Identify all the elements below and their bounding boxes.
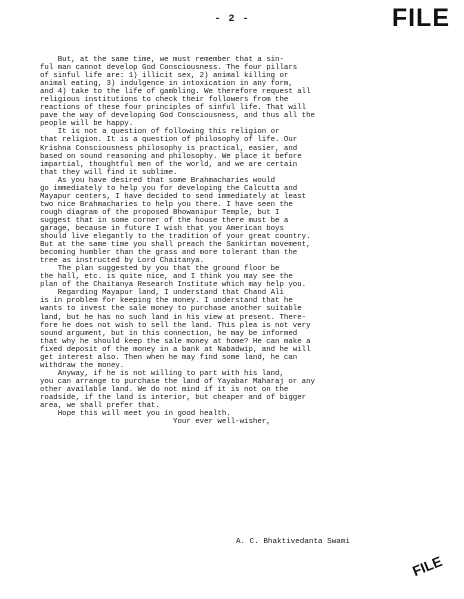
letter-line: wants to invest the sale money to purchase another suitable	[40, 305, 302, 314]
letter-line: of sinful life are: 1) illicit sex, 2) animal killing or	[40, 72, 289, 81]
letter-line: Hope this will meet you in good health.	[40, 410, 231, 419]
letter-line: Krishna Consciousness philosophy is practical, easier, and	[40, 144, 298, 153]
letter-line: animal eating, 3) indulgence in intoxication in any form,	[40, 80, 293, 89]
letter-line: people will be happy.	[40, 120, 134, 129]
letter-line: fore he does not wish to sell the land. This plea is not very	[40, 321, 311, 330]
letter-line: becoming humbler than the grass and more tolerant than the	[40, 249, 298, 258]
letter-line: pave the way of developing God Consciousness, and thus all the	[40, 112, 315, 121]
page-number: - 2 -	[214, 14, 250, 25]
letter-body	[40, 56, 460, 426]
letter-line: withdraw the money.	[40, 361, 125, 370]
letter-line: Mayapur centers, I have decided to send immediately at least	[40, 192, 307, 201]
letter-line: based on sound reasoning and philosophy. We place it before	[40, 152, 302, 161]
letter-line: fixed deposit of the money in a bank at Nabadwip, and he will	[40, 345, 311, 354]
letter-line: The plan suggested by you that the ground floor be	[40, 265, 280, 274]
letter-line: As you have desired that some Brahmacharies would	[40, 176, 276, 185]
letter-line: you can arrange to purchase the land of Yayabar Maharaj or any	[40, 377, 315, 386]
letter-line: and 4) take to the life of gambling. We therefore request all	[40, 88, 311, 97]
letter-line: area, we shall prefer that.	[40, 402, 160, 411]
letter-line: Your ever well-wisher,	[40, 418, 271, 427]
letter-line: roadside, if the land is interior, but cheaper and of bigger	[40, 393, 307, 402]
letter-line: reactions of these four principles of sinful life. That will	[40, 104, 307, 113]
letter-line: Regarding Mayapur land, I understand that Chand Ali	[40, 289, 284, 298]
file-stamp-top: FILE	[391, 4, 450, 32]
letter-line: that religion. It is a question of philosophy of life. Our	[40, 136, 298, 145]
letter-line: the hall, etc. is quite nice, and I think you may see the	[40, 273, 293, 282]
letter-line: rough diagram of the proposed Bhowanipur Temple, but I	[40, 208, 280, 217]
letter-line: religious institutions to check their followers from the	[40, 96, 289, 105]
letter-line: other available land. We do not mind if it is not on the	[40, 385, 289, 394]
letter-line: get interest also. Then when he may find some land, he can	[40, 353, 298, 362]
letter-line: garage, because in future I wish that you American boys	[40, 224, 284, 233]
letter-line: It is not a question of following this religion or	[40, 128, 280, 137]
letter-line: impartial, thoughtful men of the world, and we are certain	[40, 160, 298, 169]
letter-line: But, at the same time, we must remember that a sin-	[40, 56, 284, 64]
letter-line: is in problem for keeping the money. I understand that he	[40, 297, 293, 306]
file-stamp-bottom: FILE	[409, 552, 444, 580]
letter-line: go immediately to help you for developing the Calcutta and	[40, 184, 298, 193]
letter-line: suggest that in some corner of the house there must be a	[40, 216, 289, 225]
letter-line: ful man cannot develop God Consciousness. The four pillars	[40, 64, 298, 73]
letter-line: that they will find it sublime.	[40, 168, 178, 177]
letter-line: two nice Brahmacharies to help you there. I have seen the	[40, 200, 293, 209]
letter-line: that why he should keep the sale money at home? He can make a	[40, 337, 311, 346]
letter-line: land, but he has no such land in his view at present. There-	[40, 313, 307, 322]
letter-line: sound argument, but in this connection, he may be informed	[40, 329, 298, 338]
letter-line: But at the same time you shall preach the Sankirtan movement,	[40, 241, 311, 250]
letter-line: should live elegantly to the tradition of your great country.	[40, 233, 311, 242]
letter-line: tree as instructed by Lord Chaitanya.	[40, 257, 205, 266]
signature: A. C. Bhaktivedanta Swami	[236, 538, 350, 546]
letter-line: Anyway, if he is not willing to part with his land,	[40, 369, 284, 378]
letter-line: plan of the Chaitanya Research Institute which may help you.	[40, 281, 307, 290]
